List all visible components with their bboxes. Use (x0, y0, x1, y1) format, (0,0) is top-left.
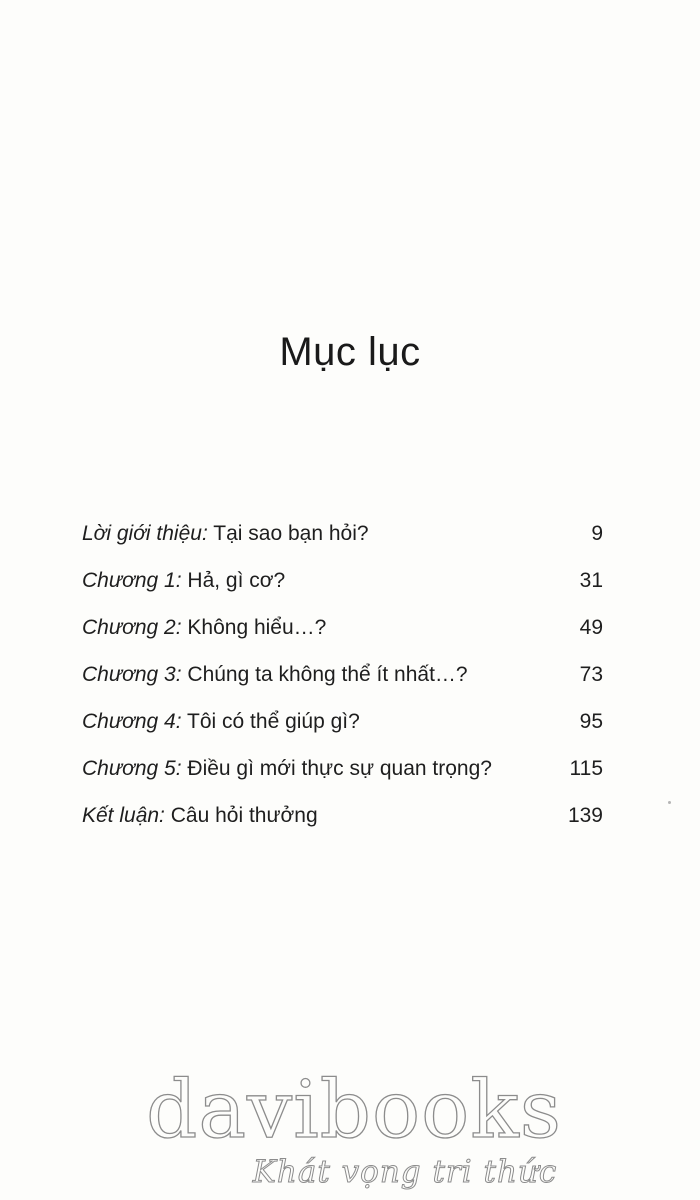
toc-entry-title: Chúng ta không thể ít nhất…? (187, 663, 468, 686)
toc-entry-chapter-2 (82, 604, 603, 651)
toc-entry-page-number: 49 (579, 616, 603, 639)
toc-entry-label (82, 617, 326, 638)
toc-entry-page-number: 9 (591, 522, 603, 545)
toc-entry-chapter-4 (82, 698, 603, 745)
toc-entry-label (82, 711, 360, 732)
watermark-tagline: Khát vọng tri thức (252, 1154, 558, 1190)
toc-entry-label (82, 570, 285, 591)
toc-entry-chapter-1 (82, 557, 603, 604)
toc-entry-title: Tại sao bạn hỏi? (213, 522, 369, 545)
toc-entry-prefix: Chương 3: (82, 663, 182, 686)
toc-entry-page-number: 95 (579, 710, 603, 733)
toc-entry-introduction (82, 510, 603, 557)
toc-entry-page-number: 139 (567, 804, 603, 827)
toc-entry-prefix: Chương 5: (82, 757, 182, 780)
toc-entry-chapter-3 (82, 651, 603, 698)
toc-entry-title: Điều gì mới thực sự quan trọng? (187, 757, 492, 780)
publisher-watermark (0, 1063, 700, 1190)
toc-entry-prefix: Chương 4: (82, 710, 182, 733)
toc-entry-label (82, 758, 492, 779)
toc-entry-chapter-5 (82, 745, 603, 792)
toc-entry-label (82, 664, 468, 685)
table-of-contents (82, 510, 603, 839)
toc-entry-prefix: Lời giới thiệu: (82, 522, 208, 545)
toc-entry-page-number: 115 (569, 757, 603, 780)
toc-entry-title: Tôi có thể giúp gì? (187, 710, 360, 733)
scan-speck (668, 801, 671, 804)
toc-entry-prefix: Chương 1: (82, 569, 182, 592)
toc-entry-prefix: Chương 2: (82, 616, 182, 639)
toc-entry-page-number: 31 (579, 569, 603, 592)
toc-entry-title: Không hiểu…? (187, 616, 327, 639)
toc-entry-prefix: Kết luận: (82, 804, 165, 827)
toc-entry-title: Hả, gì cơ? (187, 569, 286, 592)
toc-entry-conclusion (82, 792, 603, 839)
toc-entry-title: Câu hỏi thưởng (170, 804, 318, 827)
toc-entry-label (82, 523, 369, 544)
watermark-brand-name: davibooks (146, 1063, 562, 1156)
toc-entry-page-number: 73 (579, 663, 603, 686)
toc-entry-label (82, 805, 318, 826)
page-title: Mục lục (279, 330, 421, 374)
